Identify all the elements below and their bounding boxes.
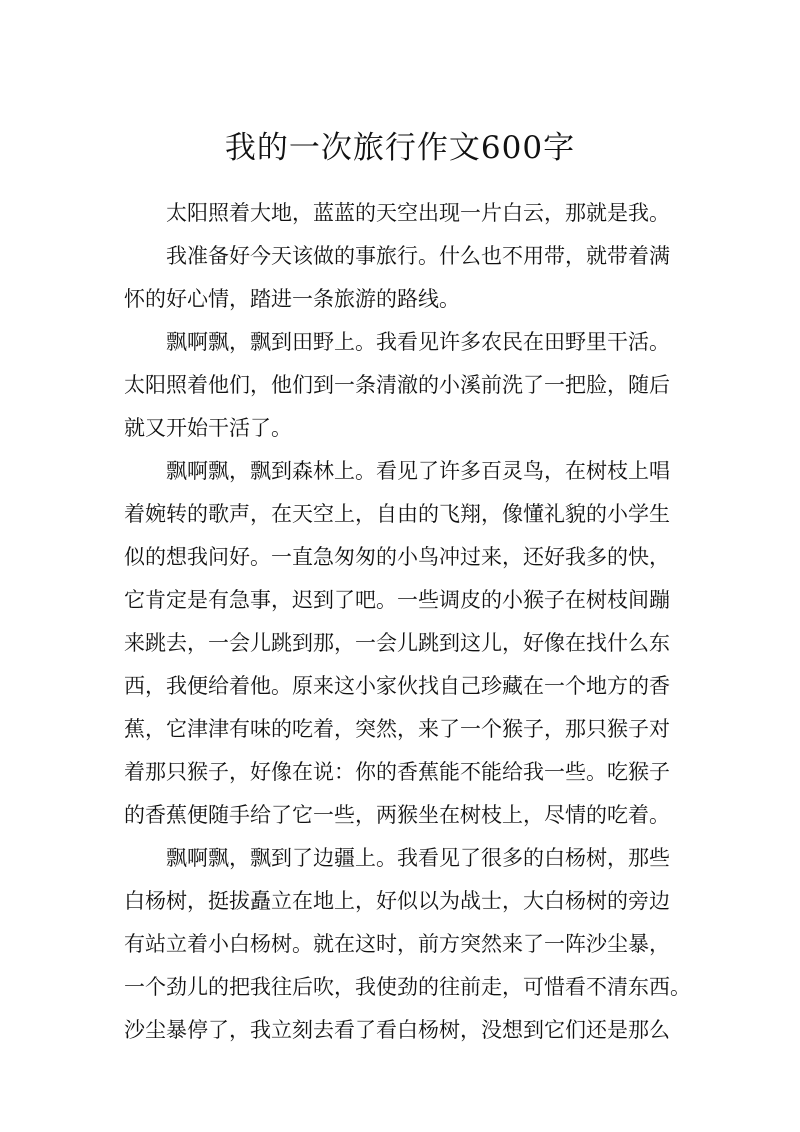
text-line: 太阳照着大地，蓝蓝的天空出现一片白云，那就是我。 — [166, 201, 670, 225]
text-line: 的香蕉便随手给了它一些，两猴坐在树枝上，尽情的吃着。 — [124, 803, 670, 827]
text-line: 着那只猴子，好像在说：你的香蕉能不能给我一些。吃猴子 — [124, 760, 670, 784]
text-line: 沙尘暴停了，我立刻去看了看白杨树，没想到它们还是那么 — [124, 1018, 670, 1042]
text-line: 怀的好心情，踏进一条旅游的路线。 — [124, 287, 460, 311]
text-line: 飘啊飘，飘到了边疆上。我看见了很多的白杨树，那些 — [166, 846, 670, 870]
text-line: 蕉，它津津有味的吃着，突然，来了一个猴子，那只猴子对 — [124, 717, 670, 741]
text-line: 有站立着小白杨树。就在这时，前方突然来了一阵沙尘暴， — [124, 932, 670, 956]
page-title: 我的一次旅行作文600字 — [224, 130, 576, 166]
text-line: 飘啊飘，飘到森林上。看见了许多百灵鸟，在树枝上唱 — [166, 459, 670, 483]
text-line: 太阳照着他们，他们到一条清澈的小溪前洗了一把脸，随后 — [124, 373, 670, 397]
text-line: 我准备好今天该做的事旅行。什么也不用带，就带着满 — [166, 244, 670, 268]
text-line: 来跳去，一会儿跳到那，一会儿跳到这儿，好像在找什么东 — [124, 631, 670, 655]
text-line: 白杨树，挺拔矗立在地上，好似以为战士，大白杨树的旁边 — [124, 889, 670, 913]
text-line: 似的想我问好。一直急匆匆的小鸟冲过来，还好我多的快， — [124, 545, 670, 569]
text-line: 就又开始干活了。 — [124, 416, 292, 440]
text-line: 西，我便给着他。原来这小家伙找自己珍藏在一个地方的香 — [124, 674, 670, 698]
text-line: 着婉转的歌声，在天空上，自由的飞翔，像懂礼貌的小学生 — [124, 502, 670, 526]
text-line: 它肯定是有急事，迟到了吧。一些调皮的小猴子在树枝间蹦 — [124, 588, 670, 612]
text-line: 飘啊飘，飘到田野上。我看见许多农民在田野里干活。 — [166, 330, 670, 354]
text-line: 一个劲儿的把我往后吹，我使劲的往前走，可惜看不清东西。 — [124, 975, 691, 999]
